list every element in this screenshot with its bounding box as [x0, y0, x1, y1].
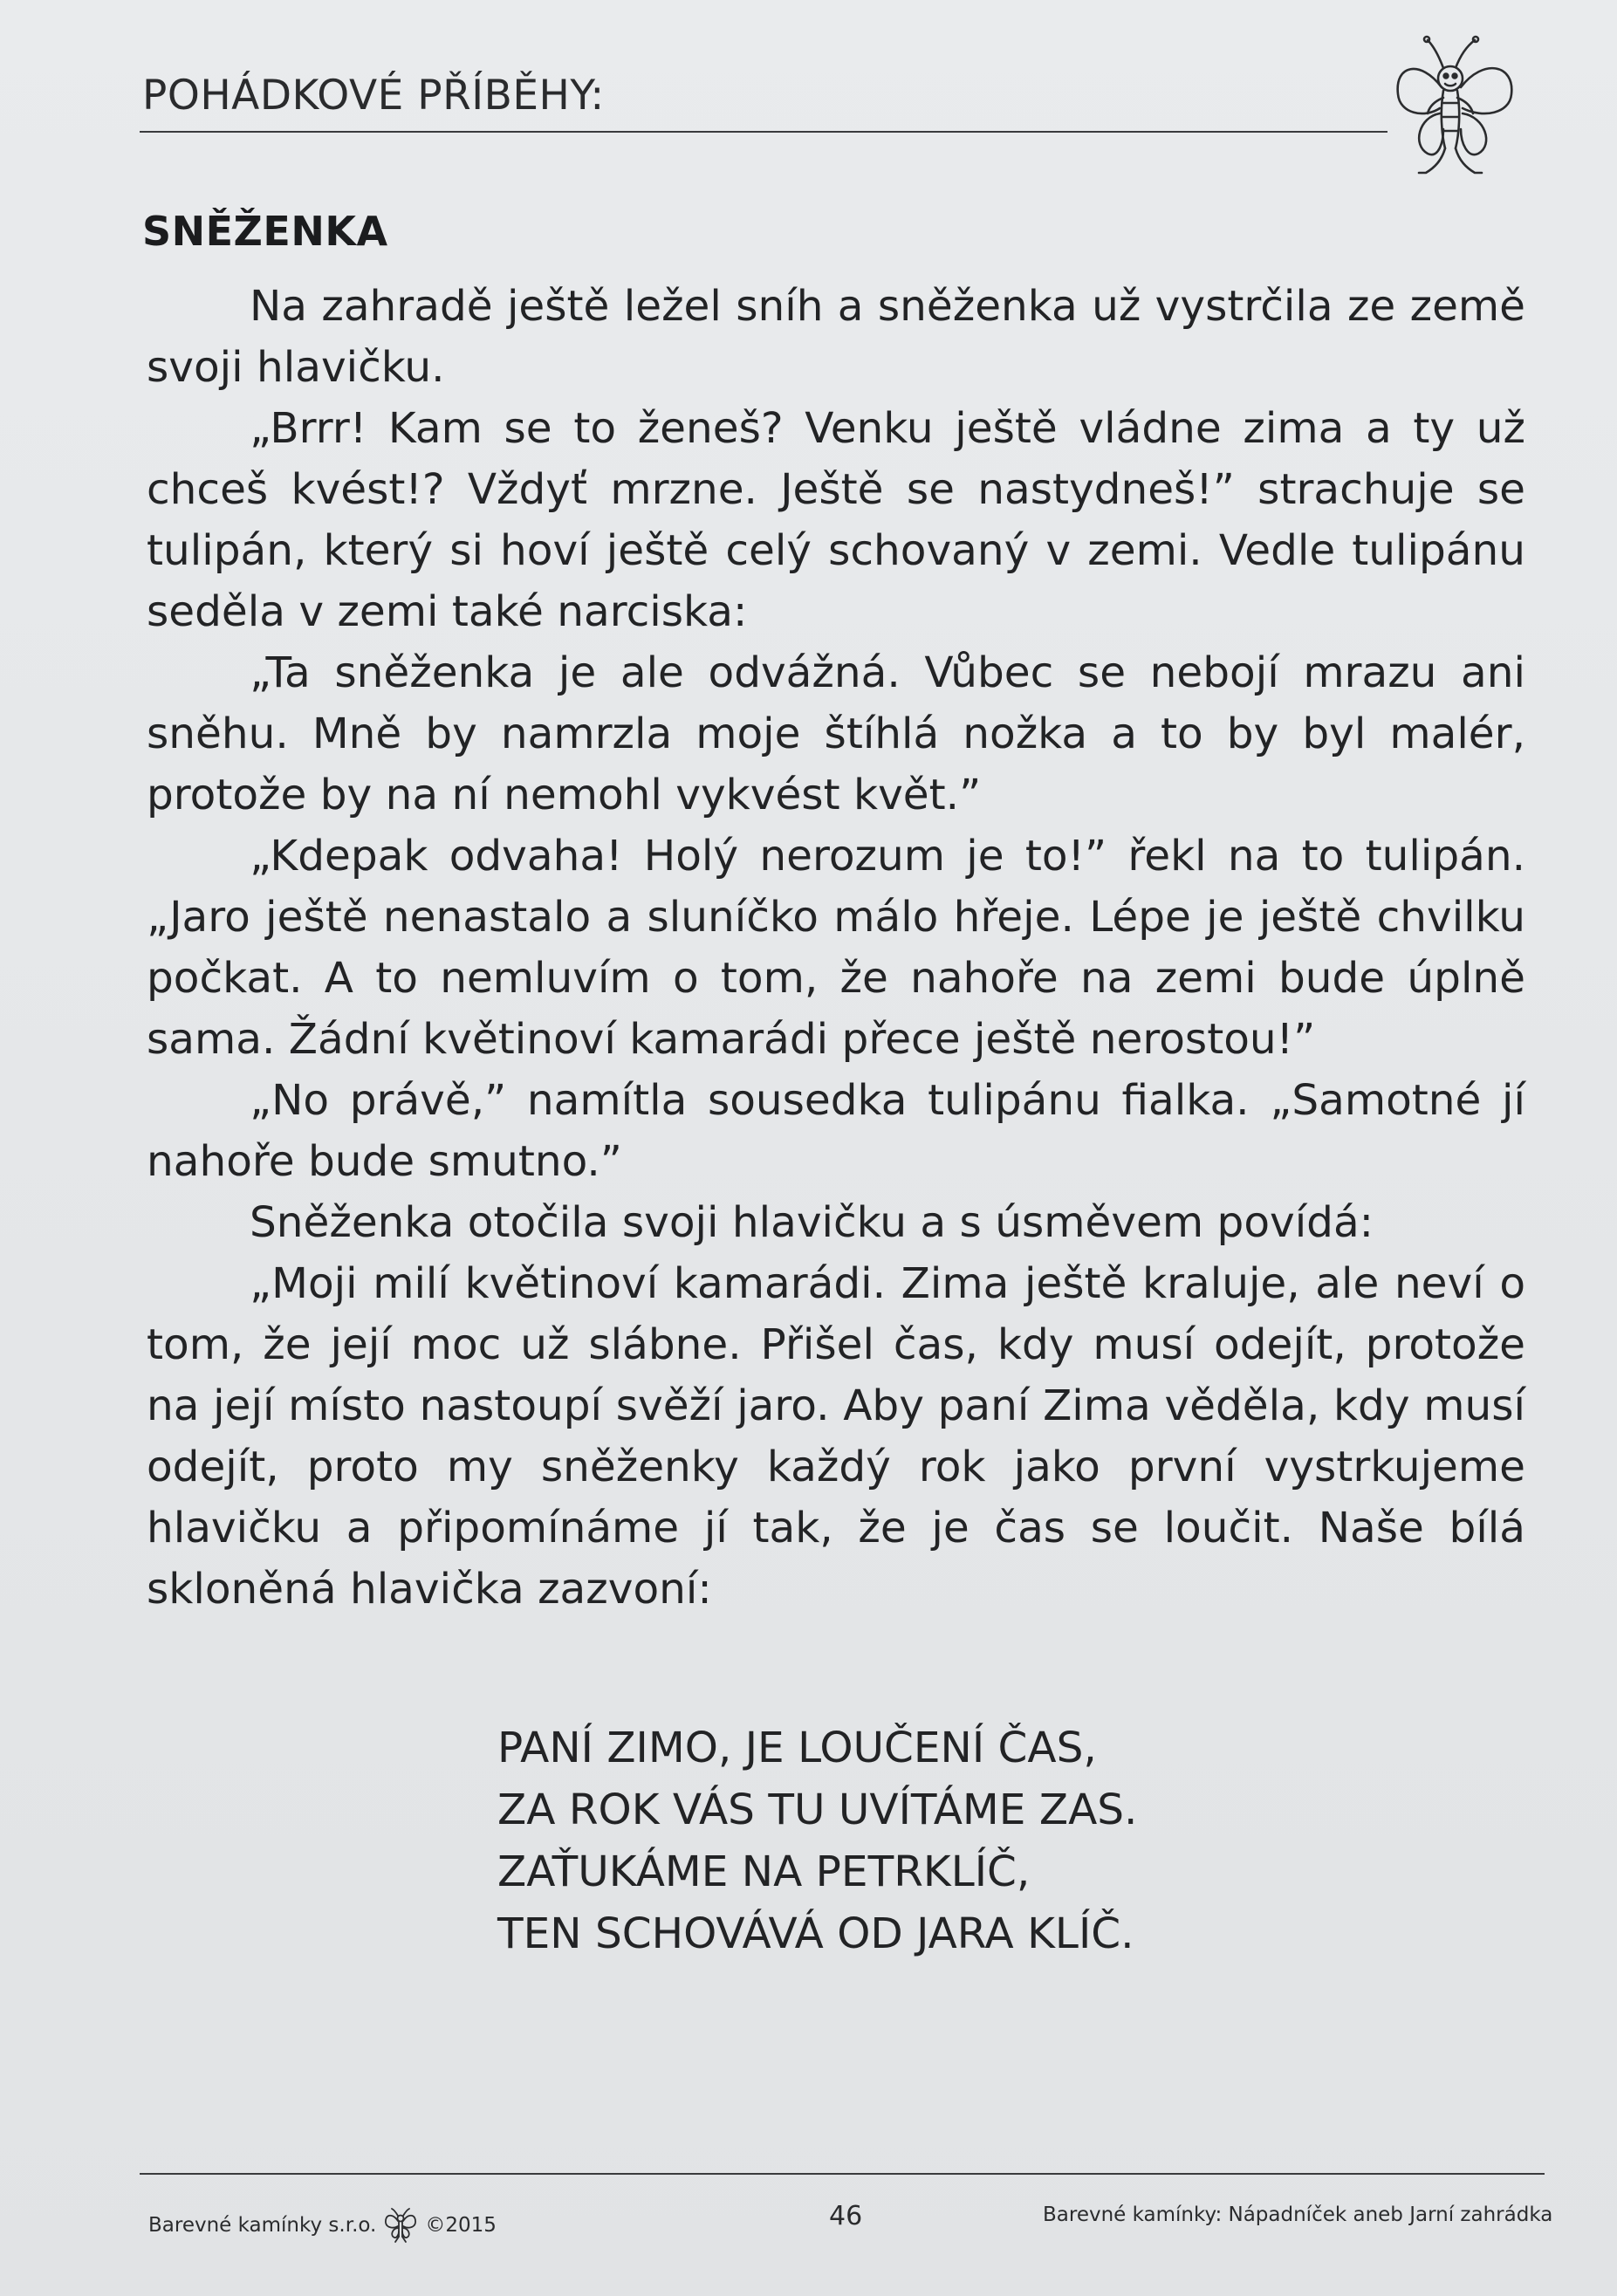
story-paragraph: „Moji milí květinoví kamarádi. Zima ještě kraluje, ale neví o tom, že její moc už slábne. Přišel čas, kdy musí odejít, protože na její místo nastoupí svěží jaro. Aby paní Zima věděla, kdy musí odejít, proto my sněženky každý rok jako první vystrkujeme hlavičku a připomínáme jí tak, že je čas se loučit. Naše bílá skloněná hlavička zazvoní:	[147, 1259, 1525, 1614]
poem-line: TEN SCHOVÁVÁ OD JARA KLÍČ.	[497, 1909, 1134, 1958]
story-title: SNĚŽENKA	[142, 208, 388, 255]
copyright-text: ©2015	[425, 2214, 497, 2237]
section-header-title: POHÁDKOVÉ PŘÍBĚHY:	[142, 72, 605, 120]
poem-line: ZA ROK VÁS TU UVÍTÁME ZAS.	[497, 1785, 1138, 1834]
story-paragraph: „Kdepak odvaha! Holý nerozum je to!” řekl na to tulipán. „Jaro ještě nenastalo a sluníčko málo hřeje. Lépe je ještě chvilku počkat. A to nemluvím o tom, že nahoře na zemi bude úplně sama. Žádní květinoví kamarádi přece ještě nerostou!”	[147, 832, 1525, 1064]
footer-divider	[140, 2173, 1545, 2175]
footer-book-title: Barevné kamínky: Nápadníček aneb Jarní zahrádka	[1043, 2203, 1553, 2226]
story-paragraph: „No právě,” namítla sousedka tulipánu fialka. „Samotné jí nahoře bude smutno.”	[147, 1076, 1525, 1186]
poem-line: ZAŤUKÁME NA PETRKLÍČ,	[497, 1847, 1031, 1896]
poem-line: PANÍ ZIMO, JE LOUČENÍ ČAS,	[497, 1724, 1097, 1772]
story-paragraph: „Ta sněženka je ale odvážná. Vůbec se nebojí mrazu ani sněhu. Mně by namrzla moje štíhlá nožka a to by byl malér, protože by na ní nemohl vykvést květ.”	[147, 648, 1525, 819]
story-paragraph: Na zahradě ještě ležel sníh a sněženka už vystrčila ze země svoji hlavičku.	[147, 282, 1525, 392]
story-body	[147, 276, 1525, 1620]
story-paragraph: „Brrr! Kam se to ženeš? Venku ještě vládne zima a ty už chceš kvést!? Vždyť mrzne. Ještě se nastydneš!” strachuje se tulipán, který si hoví ještě celý schovaný v zemi. Vedle tulipánu seděla v zemi také narciska:	[147, 404, 1525, 636]
poem-verse	[497, 1717, 1137, 1965]
header-divider	[140, 131, 1387, 133]
butterfly-mini-icon	[383, 2207, 418, 2244]
page-number: 46	[829, 2201, 863, 2231]
story-paragraph: Sněženka otočila svoji hlavičku a s úsměvem povídá:	[250, 1198, 1374, 1247]
publisher-name: Barevné kamínky s.r.o.	[148, 2214, 377, 2237]
footer-publisher	[148, 2207, 497, 2244]
butterfly-cartoon-icon	[1389, 33, 1520, 180]
